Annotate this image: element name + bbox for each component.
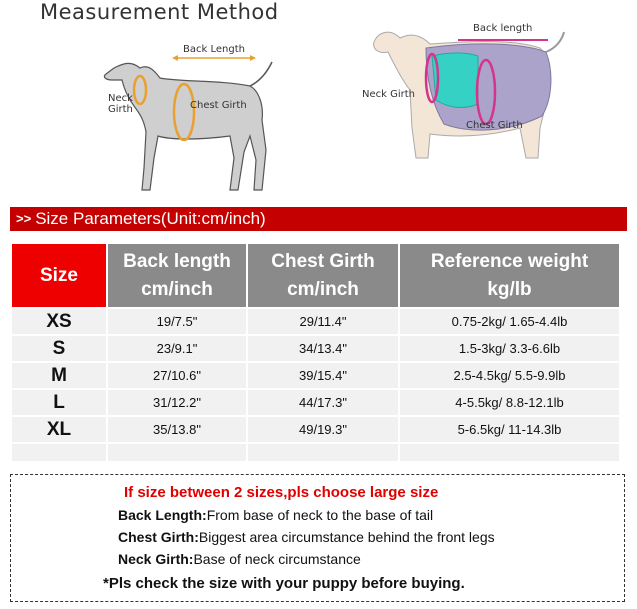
header-chest-girth (248, 244, 398, 307)
back-length-cell: 35/13.8" (108, 417, 246, 442)
diagram-label-chest-girth-right: Chest Girth (466, 120, 523, 131)
size-table (10, 242, 621, 463)
back-length-cell: 27/10.6" (108, 363, 246, 388)
header-back-length-line1: Back length (123, 250, 231, 272)
empty-cell (108, 444, 246, 461)
weight-cell: 0.75-2kg/ 1.65-4.4lb (400, 309, 619, 334)
table-row (12, 309, 619, 334)
note-neck-girth (118, 551, 361, 567)
banner-text: Size Parameters(Unit:cm/inch) (35, 209, 266, 228)
empty-cell (400, 444, 619, 461)
table-row (12, 363, 619, 388)
weight-cell: 5-6.5kg/ 11-14.3lb (400, 417, 619, 442)
size-cell: M (12, 363, 106, 388)
note-chest-girth (118, 529, 495, 545)
header-reference-weight-line2: kg/lb (487, 278, 532, 300)
header-size-label: Size (39, 264, 79, 286)
check-size-note: *Pls check the size with your puppy before buying. (103, 575, 465, 592)
table-row (12, 336, 619, 361)
header-back-length (108, 244, 246, 307)
diagram-label-neck-girth-right: Neck Girth (362, 89, 415, 100)
diagram-label-neck-girth: Neck Girth (108, 93, 133, 115)
note-desc: Biggest area circumstance behind the front legs (198, 529, 495, 545)
size-advice: If size between 2 sizes,pls choose large size (124, 484, 439, 501)
chest-girth-cell: 49/19.3" (248, 417, 398, 442)
weight-cell: 2.5-4.5kg/ 5.5-9.9lb (400, 363, 619, 388)
note-desc: From base of neck to the base of tail (206, 507, 434, 523)
table-row (12, 417, 619, 442)
diagram-label-back-length: Back Length (183, 44, 245, 55)
size-parameters-banner (10, 207, 627, 231)
measurement-title: Measurement Method (40, 0, 279, 24)
size-cell: XL (12, 417, 106, 442)
header-size (12, 244, 106, 307)
back-length-cell: 31/12.2" (108, 390, 246, 415)
notes-box (10, 474, 625, 602)
chest-girth-cell: 44/17.3" (248, 390, 398, 415)
header-reference-weight (400, 244, 619, 307)
note-term: Back Length: (118, 507, 207, 523)
size-cell: XS (12, 309, 106, 334)
chest-girth-cell: 34/13.4" (248, 336, 398, 361)
size-cell: L (12, 390, 106, 415)
empty-cell (248, 444, 398, 461)
weight-cell: 1.5-3kg/ 3.3-6.6lb (400, 336, 619, 361)
chest-girth-cell: 29/11.4" (248, 309, 398, 334)
double-chevron-right-icon: >> (16, 211, 32, 226)
diagram-label-chest-girth: Chest Girth (190, 100, 247, 111)
diagram-label-back-length-right: Back length (473, 23, 533, 34)
back-length-cell: 19/7.5" (108, 309, 246, 334)
empty-table-row (12, 444, 619, 461)
header-chest-girth-line2: cm/inch (287, 278, 359, 300)
table-row (12, 390, 619, 415)
note-term: Chest Girth: (118, 529, 199, 545)
note-back-length (118, 507, 433, 523)
dog-outline-diagram (100, 40, 300, 200)
chest-girth-cell: 39/15.4" (248, 363, 398, 388)
header-chest-girth-line1: Chest Girth (271, 250, 375, 272)
back-length-cell: 23/9.1" (108, 336, 246, 361)
note-term: Neck Girth: (118, 551, 194, 567)
empty-cell (12, 444, 106, 461)
header-reference-weight-line1: Reference weight (430, 250, 589, 272)
weight-cell: 4-5.5kg/ 8.8-12.1lb (400, 390, 619, 415)
note-desc: Base of neck circumstance (193, 551, 361, 567)
header-back-length-line2: cm/inch (141, 278, 213, 300)
size-cell: S (12, 336, 106, 361)
